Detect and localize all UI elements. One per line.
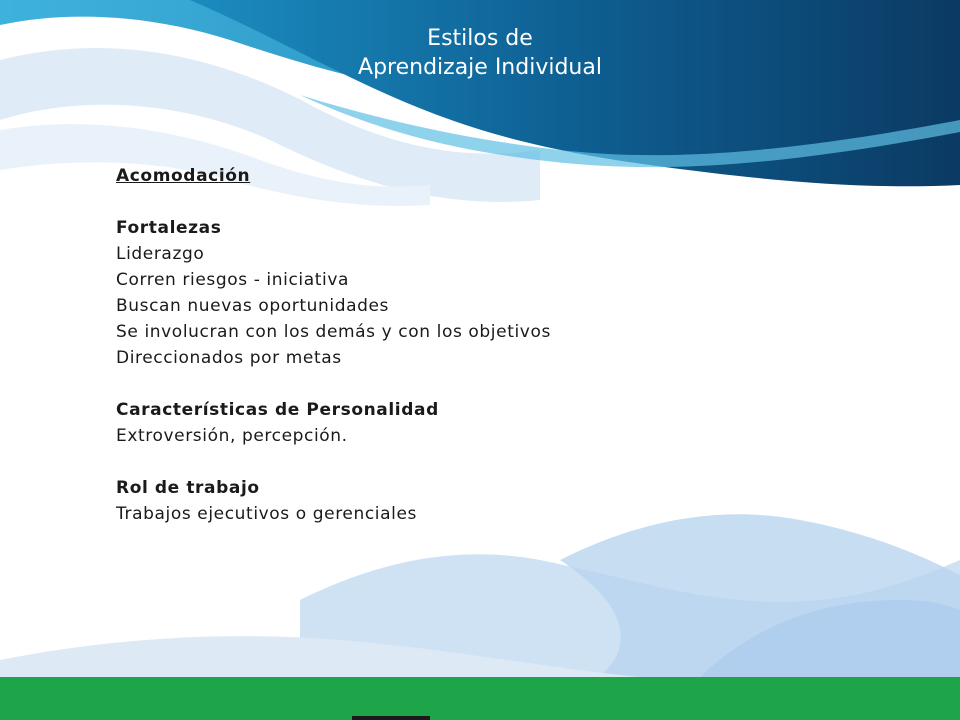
strength-item: Corren riesgos - iniciativa (116, 270, 350, 290)
spacer (116, 189, 836, 215)
spacer (116, 371, 836, 397)
strength-item: Buscan nuevas oportunidades (116, 296, 390, 316)
footer-bar (0, 677, 960, 720)
footer-mark (352, 716, 430, 720)
slide-body (116, 163, 836, 527)
strengths-heading: Fortalezas (116, 218, 222, 238)
slide-title (270, 24, 690, 82)
strength-item: Direccionados por metas (116, 348, 342, 368)
work-role-text: Trabajos ejecutivos o gerenciales (116, 504, 417, 524)
section-title: Acomodación (116, 166, 251, 186)
strength-item: Se involucran con los demás y con los objetivos (116, 322, 551, 342)
personality-heading: Características de Personalidad (116, 400, 439, 420)
spacer (116, 449, 836, 475)
title-line-1: Estilos de (427, 26, 533, 51)
strength-item: Liderazgo (116, 244, 205, 264)
personality-text: Extroversión, percepción. (116, 426, 348, 446)
work-role-heading: Rol de trabajo (116, 478, 260, 498)
title-line-2: Aprendizaje Individual (358, 55, 602, 80)
